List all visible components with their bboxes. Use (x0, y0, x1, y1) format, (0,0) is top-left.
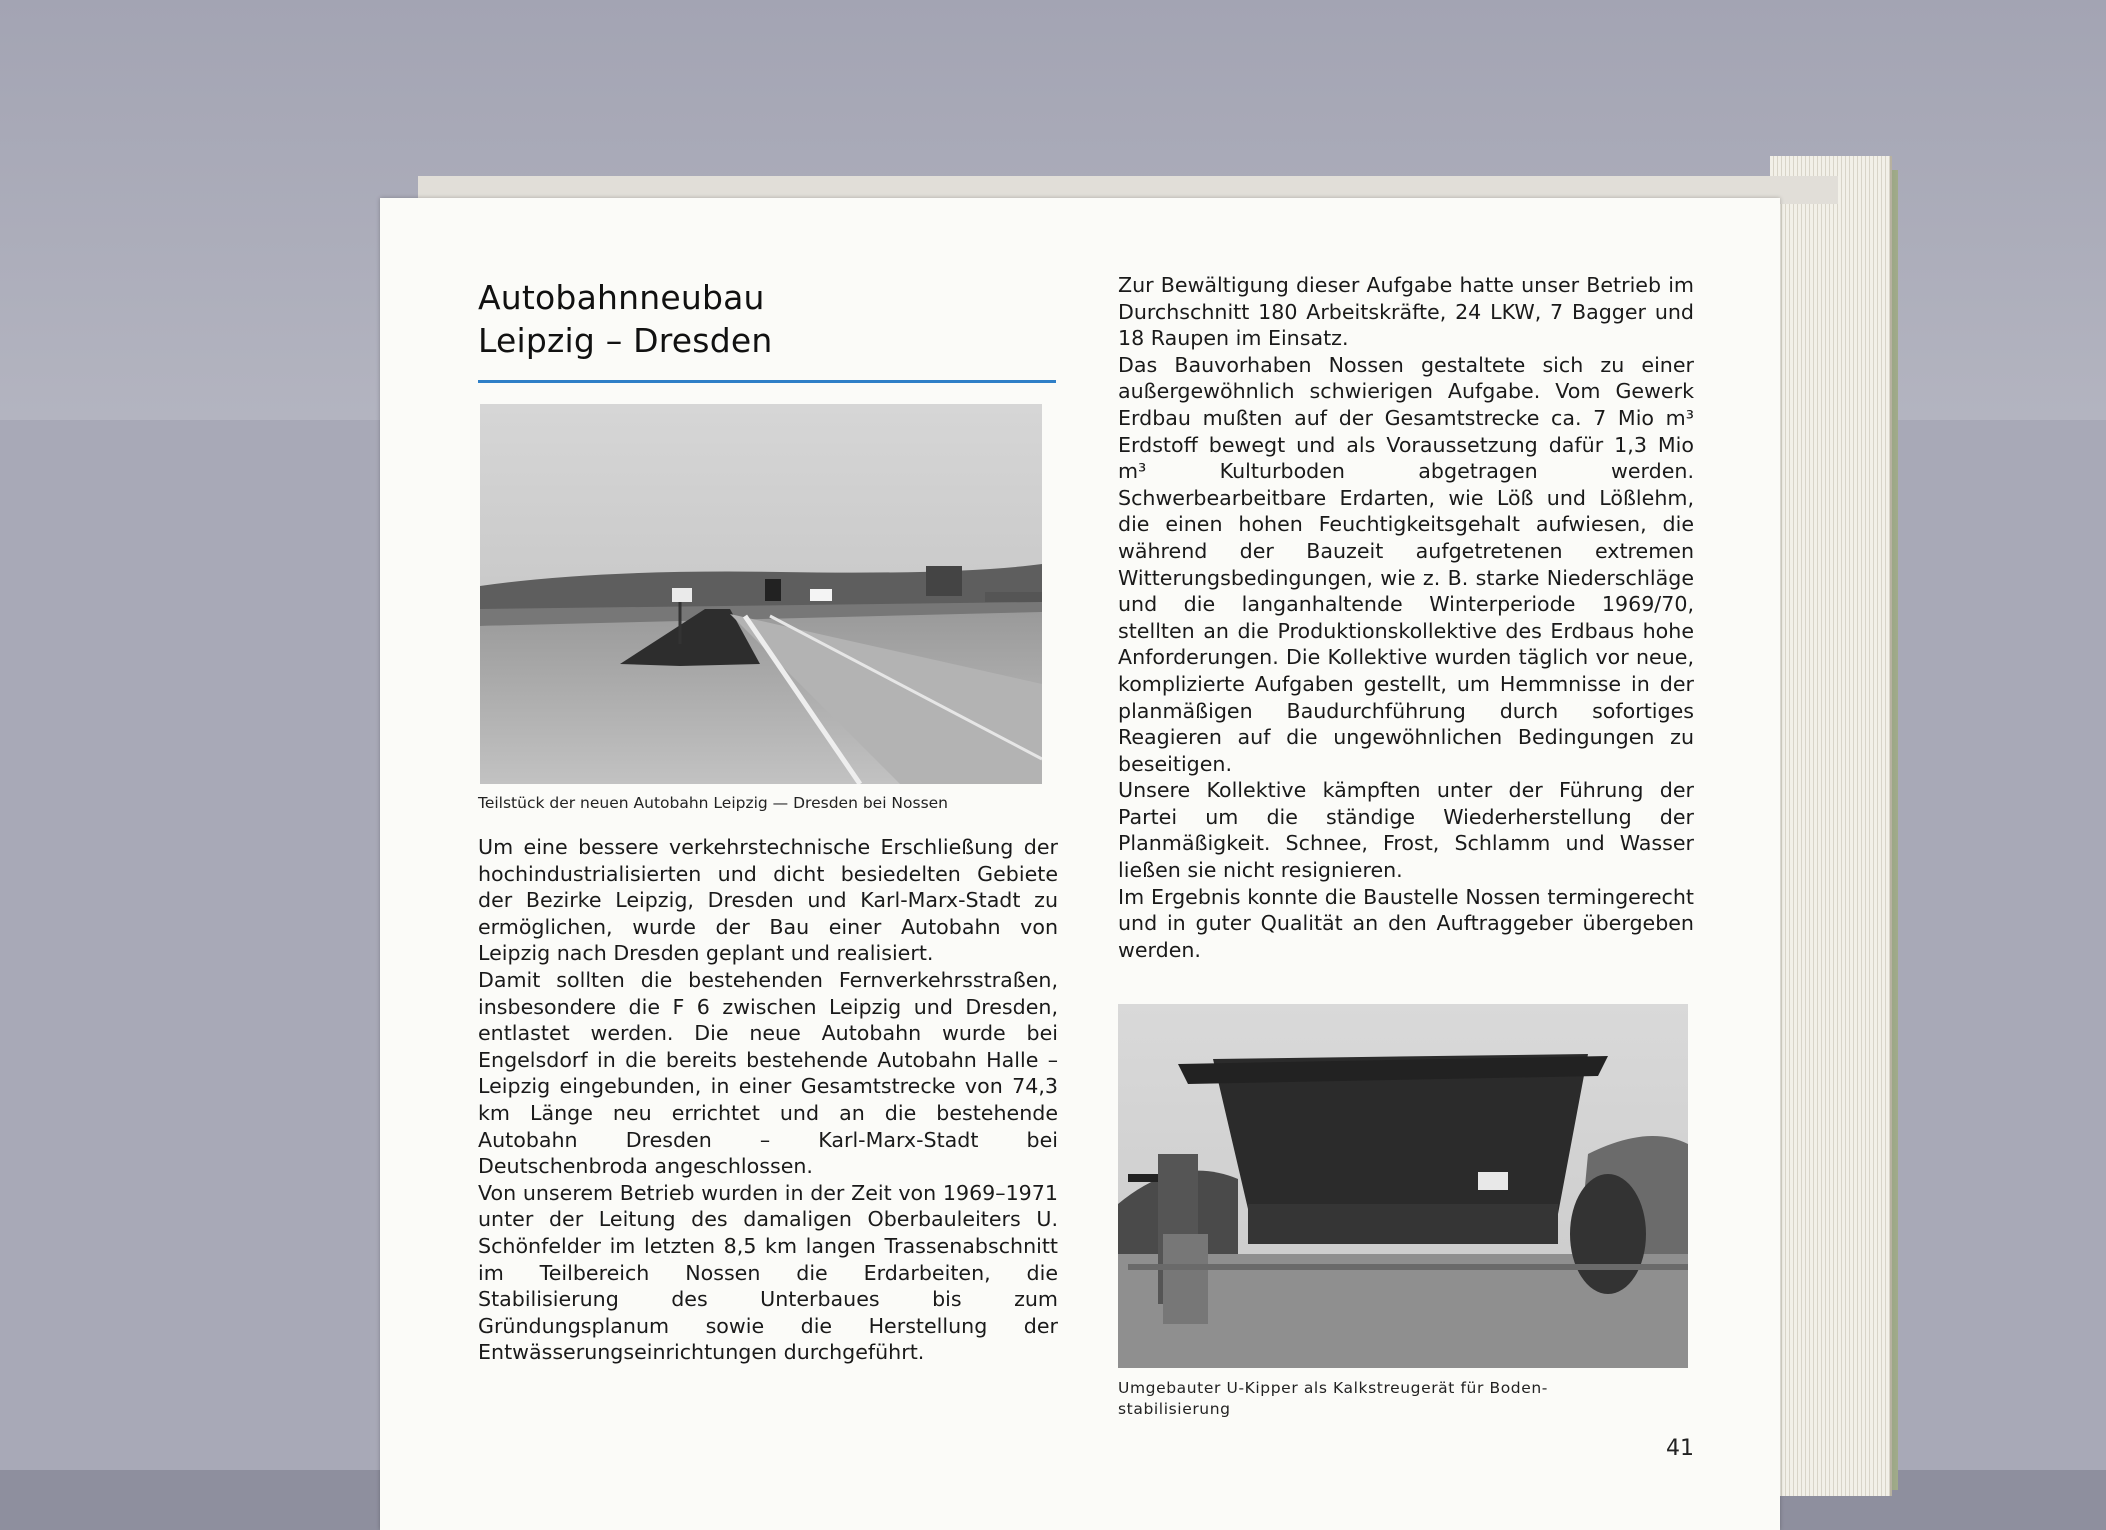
left-column-text (478, 834, 1058, 1366)
caption-line-2: stabilisierung (1118, 1400, 1231, 1418)
right-column-text (1118, 272, 1694, 963)
caption-line-1: Umgebauter U-Kipper als Kalkstreugerät für Boden- (1118, 1379, 1548, 1397)
paragraph: Damit sollten die bestehenden Fernverkehrsstraßen, insbesondere die F 6 zwischen Leipzig und Dresden, entlastet werden. Die neue Autobahn wurde bei Engelsdorf in die bereits bestehende Autobahn Halle – Leipzig eingebunden, in einer Gesamtstrecke von 74,3 km Länge neu errichtet und an die bestehende Autobahn Dresden – Karl-Marx-Stadt bei Deutschenbroda angeschlossen. (478, 967, 1058, 1179)
title-line-2: Leipzig – Dresden (478, 321, 773, 360)
page-number: 41 (1666, 1436, 1694, 1461)
title-rule (478, 380, 1056, 383)
paragraph: Zur Bewältigung dieser Aufgabe hatte unser Betrieb im Durchschnitt 180 Arbeitskräfte, 24 LKW, 7 Bagger und 18 Raupen im Einsatz. (1118, 273, 1694, 351)
paragraph: Das Bauvorhaben Nossen gestaltete sich zu einer außergewöhnlich schwierigen Aufgabe. Vom Gewerk Erdbau mußten auf der Gesamtstrecke ca. 7 Mio m³ Erdstoff bewegt und als Voraussetzung dafür 1,3 Mio m³ Kulturboden abgetragen werden. Schwerbearbeitbare Erdarten, wie Löß und Lößlehm, die einen hohen Feuchtigkeitsgehalt aufwiesen, die während der Bauzeit aufgetretenen extremen Witterungsbedingungen, wie z. B. starke Niederschläge und die langanhaltende Winterperiode 1969/70, stellten an die Produktionskollektive des Erdbaus hohe Anforderungen. Die Kollektive wurden täglich vor neue, komplizierte Aufgaben gestellt, um Hemmnisse in der planmäßigen Baudurchführung durch sofortiges Reagieren auf die ungewöhnlichen Bedingungen zu beseitigen. (1118, 352, 1694, 776)
spreader-photo (1118, 1004, 1688, 1368)
paragraph: Unsere Kollektive kämpften unter der Führung der Partei um die ständige Wiederherstellung der Planmäßigkeit. Schnee, Frost, Schlamm und Wasser ließen sie nicht resignieren. (1118, 778, 1694, 883)
paragraph: Im Ergebnis konnte die Baustelle Nossen termingerecht und in guter Qualität an den Auftraggeber übergeben werden. (1118, 884, 1694, 962)
page-title (478, 276, 1058, 362)
title-line-1: Autobahnneubau (478, 278, 765, 317)
book-page-edges (1770, 156, 1892, 1496)
paragraph: Von unserem Betrieb wurden in der Zeit von 1969–1971 unter der Leitung des damaligen Oberbauleiters U. Schönfelder im letzten 8,5 km langen Trassenabschnitt im Teilbereich Nossen die Erdarbeiten, die Stabilisierung des Unterbaues bis zum Gründungsplanum sowie die Herstellung der Entwässerungseinrichtungen durchgeführt. (478, 1180, 1058, 1365)
spreader-photo-caption (1118, 1378, 1638, 1420)
paragraph: Um eine bessere verkehrstechnische Erschließung der hochindustrialisierten und dicht besiedelten Gebiete der Bezirke Leipzig, Dresden und Karl-Marx-Stadt zu ermöglichen, wurde der Bau einer Autobahn von Leipzig nach Dresden geplant und realisiert. (478, 835, 1058, 966)
book-page (380, 198, 1780, 1530)
highway-photo-caption: Teilstück der neuen Autobahn Leipzig — Dresden bei Nossen (478, 794, 949, 812)
highway-photo (480, 404, 1042, 784)
